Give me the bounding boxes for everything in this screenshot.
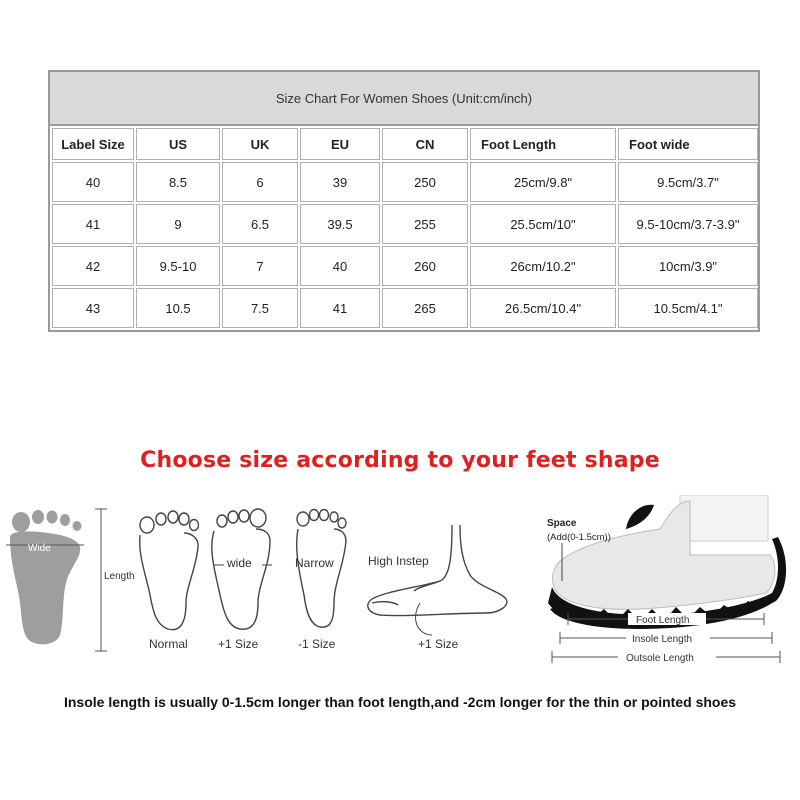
table-cell: 41 — [52, 204, 134, 244]
table-cell: 40 — [300, 246, 380, 286]
space-label: Space — [547, 518, 577, 529]
high-instep-label: High Instep — [368, 554, 429, 568]
high-instep-size-label: +1 Size — [418, 637, 459, 651]
space-note: (Add(0-1.5cm)) — [547, 532, 611, 543]
normal-foot-icon — [140, 511, 199, 630]
wide-foot-label: wide — [227, 556, 252, 570]
size-chart-table — [48, 70, 760, 332]
table-cell: 43 — [52, 288, 134, 328]
header-eu: EU — [300, 128, 380, 160]
insole-note: Insole length is usually 0-1.5cm longer than foot length,and -2cm longer for the thin or pointed shoes — [63, 694, 737, 710]
table-row — [52, 246, 758, 286]
table-row — [52, 204, 758, 244]
header-foot-length: Foot Length — [470, 128, 616, 160]
table-cell: 8.5 — [136, 162, 220, 202]
table-cell: 9 — [136, 204, 220, 244]
headline: Choose size according to your feet shape — [140, 448, 660, 473]
table-cell: 250 — [382, 162, 468, 202]
table-cell: 7.5 — [222, 288, 298, 328]
table-cell: 40 — [52, 162, 134, 202]
normal-label: Normal — [149, 637, 188, 651]
table-title: Size Chart For Women Shoes (Unit:cm/inch) — [50, 72, 758, 126]
table-cell: 6.5 — [222, 204, 298, 244]
instep-arrow — [416, 603, 432, 635]
footprint-icon — [10, 510, 82, 644]
high-instep-foot-icon — [368, 525, 507, 616]
table-row — [52, 288, 758, 328]
table-cell: 7 — [222, 246, 298, 286]
table-cell: 42 — [52, 246, 134, 286]
foot-length-label: Foot Length — [636, 615, 690, 626]
table-cell: 10.5 — [136, 288, 220, 328]
size-grid — [50, 126, 760, 330]
foot-diagram — [0, 495, 800, 675]
table-cell: 260 — [382, 246, 468, 286]
table-row — [52, 162, 758, 202]
table-cell: 9.5-10cm/3.7-3.9" — [618, 204, 758, 244]
table-header-row — [52, 128, 758, 160]
header-label-size: Label Size — [52, 128, 134, 160]
table-cell: 10.5cm/4.1" — [618, 288, 758, 328]
table-cell: 255 — [382, 204, 468, 244]
wide-size-label: +1 Size — [218, 637, 259, 651]
table-cell: 265 — [382, 288, 468, 328]
header-foot-wide: Foot wide — [618, 128, 758, 160]
table-cell: 41 — [300, 288, 380, 328]
table-cell: 39 — [300, 162, 380, 202]
outsole-length-label: Outsole Length — [626, 653, 694, 664]
table-cell: 9.5cm/3.7" — [618, 162, 758, 202]
table-cell: 10cm/3.9" — [618, 246, 758, 286]
table-cell: 9.5-10 — [136, 246, 220, 286]
table-cell: 26cm/10.2" — [470, 246, 616, 286]
header-cn: CN — [382, 128, 468, 160]
length-label: Length — [104, 571, 135, 582]
shoe-section-icon — [548, 495, 786, 629]
wide-label: Wide — [28, 543, 51, 554]
insole-length-label: Insole Length — [632, 634, 693, 645]
header-us: US — [136, 128, 220, 160]
table-cell: 6 — [222, 162, 298, 202]
table-cell: 39.5 — [300, 204, 380, 244]
table-cell: 25.5cm/10" — [470, 204, 616, 244]
narrow-foot-label: Narrow — [295, 556, 334, 570]
narrow-size-label: -1 Size — [298, 637, 336, 651]
table-cell: 26.5cm/10.4" — [470, 288, 616, 328]
header-uk: UK — [222, 128, 298, 160]
table-cell: 25cm/9.8" — [470, 162, 616, 202]
